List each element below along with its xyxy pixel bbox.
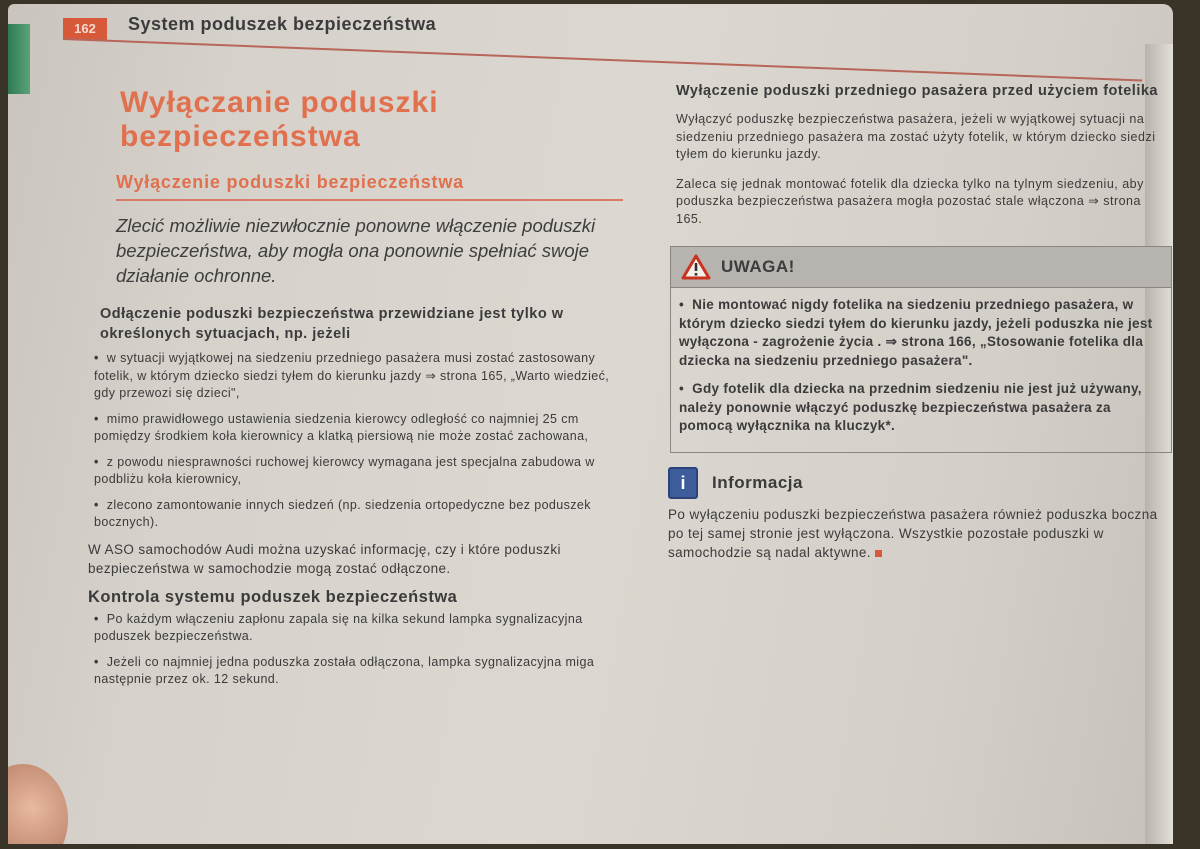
aso-paragraph: W ASO samochodów Audi można uzyskać informację, czy i które poduszki bezpieczeństwa w samochodzie mogą zostać odłączone. [88,541,561,576]
thumb-photo [8,764,68,844]
paragraph-2: Zaleca się jednak montować fotelik dla dziecka tylko na tylnym siedzeniu, aby poduszka bezpieczeństwa pasażera mogła pozostać stale włączona ⇒ strona 165. [676,176,1144,226]
left-column [88,86,623,697]
situations-heading: Odłączenie poduszki bezpieczeństwa przewidziane jest tylko w określonych sytuacjach, np. jeżeli [100,306,564,342]
info-title: Informacja [712,472,803,492]
control-list [94,611,623,689]
header-title: System poduszek bezpieczeństwa [128,14,437,34]
warning-header [671,247,1171,288]
list-item: • z powodu niesprawności ruchowej kierowcy wymagana jest specjalna zabudowa w podbliżu koła kierownicy, [94,454,595,486]
warning-item: • Nie montować nigdy fotelika na siedzeniu przedniego pasażera, w którym dziecko siedzi tyłem do kierunku jazdy, jeżeli poduszka nie jest wyłączona - zagrożenie życia . ⇒ strona 166, „Stosowanie fotelika dla dziecka na siedzeniu przedniego pasażera". [679,297,1153,368]
warning-item: • Gdy fotelik dla dziecka na przednim siedzeniu nie jest już używany, należy ponownie włączyć poduszkę bezpieczeństwa pasażera za pomocą wyłącznika na kluczyk*. [679,381,1142,433]
right-column [668,82,1168,562]
lead-paragraph: Zlecić możliwie niezwłocznie ponowne włączenie poduszki bezpieczeństwa, aby mogła ona ponownie spełniać swoje działanie ochronne. [116,215,596,286]
warning-title: UWAGA! [721,257,795,276]
page-header [53,10,1163,38]
warning-triangle-icon [681,254,711,280]
main-title: Wyłączanie poduszki bezpieczeństwa [120,86,439,153]
info-header [668,467,1168,499]
header-divider [63,38,1142,81]
list-item: • Jeżeli co najmniej jedna poduszka została odłączona, lampka sygnalizacyjna miga następnie przez ok. 12 sekund. [94,654,595,686]
passenger-airbag-heading: Wyłączenie poduszki przedniego pasażera przed użyciem fotelika [676,83,1158,99]
warning-body [671,288,1171,452]
manual-page [8,4,1173,844]
list-item: • w sytuacji wyjątkowej na siedzeniu przedniego pasażera musi zostać zastosowany fotelik, w którym dziecko siedzi tyłem do kierunku jazdy ⇒ strona 165, „Warto wiedzieć, gdy przewozi się dzieci", [94,351,610,400]
situations-list [94,350,623,532]
info-icon: i [668,467,698,499]
page-number: 162 [63,18,107,40]
chapter-tab [8,24,30,94]
paragraph-1: Wyłączyć poduszkę bezpieczeństwa pasażera, jeżeli w wyjątkowej sytuacji na siedzeniu przedniego pasażera ma zostać użyty fotelik, w którym dziecko siedzi tyłem do kierunku jazdy. [676,112,1156,161]
list-item: • Po każdym włączeniu zapłonu zapala się na kilka sekund lampka sygnalizacyjna poduszek bezpieczeństwa. [94,611,583,643]
control-heading: Kontrola systemu poduszek bezpieczeństwa [88,587,458,606]
info-text: Po wyłączeniu poduszki bezpieczeństwa pasażera również poduszka boczna po tej samej stronie jest wyłączona. Wszystkie pozostałe poduszki w samochodzie są nadal aktywne. [668,506,1158,560]
end-mark-icon [875,550,882,557]
list-item: • mimo prawidłowego ustawienia siedzenia kierowcy odległość co najmniej 25 cm pomiędzy środkiem koła kierownicy a klatką piersiową nie może zostać zachowana, [94,411,589,443]
sub-title: Wyłączenie poduszki bezpieczeństwa [116,172,623,201]
warning-box [670,246,1172,453]
list-item: • zlecono zamontowanie innych siedzeń (np. siedzenia ortopedyczne bez poduszek bocznych). [94,497,591,529]
